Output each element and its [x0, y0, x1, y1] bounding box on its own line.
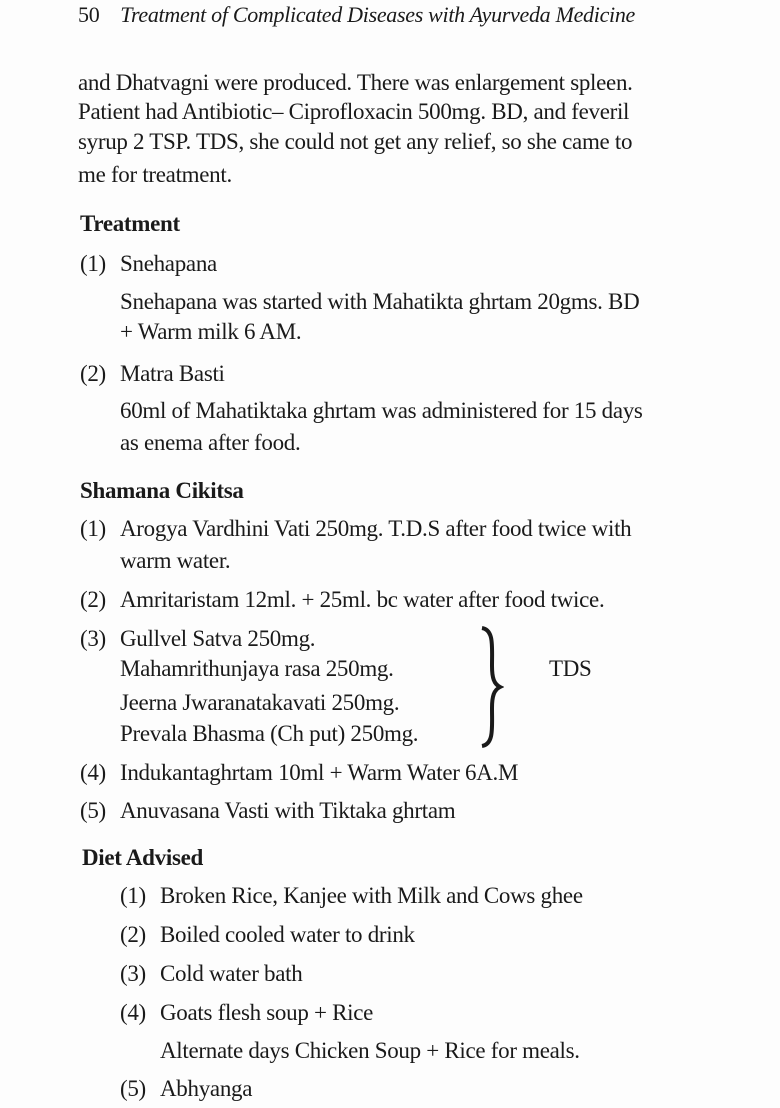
item-number: (1) [120, 883, 146, 908]
diet-item [120, 881, 583, 911]
treatment-item-line: 60ml of Mahatiktaka ghrtam was administered for 15 days [120, 398, 643, 423]
item-number: (4) [120, 1000, 146, 1025]
shamana-item-line: Prevala Bhasma (Ch put) 250mg. [120, 721, 419, 746]
item-number: (2) [80, 587, 106, 612]
item-title: Matra Basti [120, 361, 225, 386]
section-heading-diet: Diet Advised [82, 845, 203, 870]
item-text: Goats flesh soup + Rice [160, 1000, 374, 1025]
intro-line: Patient had Antibiotic– Ciprofloxacin 500mg. BD, and feveril [78, 99, 630, 124]
shamana-item [80, 585, 604, 615]
shamana-item [80, 514, 631, 544]
treatment-item-title [80, 359, 225, 389]
item-text: Broken Rice, Kanjee with Milk and Cows ghee [160, 883, 583, 908]
item-number: (3) [80, 626, 106, 651]
shamana-item-line: Mahamrithunjaya rasa 250mg. [120, 656, 394, 681]
diet-item [120, 1074, 252, 1104]
diet-item [120, 998, 373, 1028]
section-heading-treatment: Treatment [80, 211, 180, 236]
item-title: Snehapana [120, 251, 217, 276]
item-number: (2) [120, 922, 146, 947]
shamana-item [80, 624, 315, 654]
item-number: (2) [80, 361, 106, 386]
diet-item [120, 959, 302, 989]
intro-line: me for treatment. [78, 162, 232, 187]
item-number: (1) [80, 516, 106, 541]
section-heading-shamana: Shamana Cikitsa [80, 478, 244, 503]
running-title: Treatment of Complicated Diseases with Ayurveda Medicine [120, 2, 636, 27]
treatment-item-line: as enema after food. [120, 430, 301, 455]
shamana-item [80, 796, 455, 826]
tds-group-label: TDS [549, 656, 592, 681]
item-number: (4) [80, 760, 106, 785]
shamana-item [80, 758, 518, 788]
intro-line: syrup 2 TSP. TDS, she could not get any relief, so she came to [78, 129, 633, 154]
page-number: 50 [78, 2, 100, 27]
treatment-item-line: + Warm milk 6 AM. [120, 319, 302, 344]
shamana-item-line: Jeerna Jwaranatakavati 250mg. [120, 690, 400, 715]
running-header [78, 0, 635, 30]
item-text: Anuvasana Vasti with Tiktaka ghrtam [120, 798, 456, 823]
item-text: Indukantaghrtam 10ml + Warm Water 6A.M [120, 760, 519, 785]
treatment-item-line: Snehapana was started with Mahatikta ghrtam 20gms. BD [120, 289, 640, 314]
intro-line: and Dhatvagni were produced. There was enlargement spleen. [78, 70, 633, 95]
item-text: Cold water bath [160, 961, 303, 986]
diet-item [120, 920, 415, 950]
item-text: Amritaristam 12ml. + 25ml. bc water after food twice. [120, 587, 605, 612]
item-number: (5) [120, 1076, 146, 1101]
item-text: Boiled cooled water to drink [160, 922, 415, 947]
shamana-item-line: warm water. [120, 548, 231, 573]
treatment-item-title [80, 249, 217, 279]
item-text: Arogya Vardhini Vati 250mg. T.D.S after food twice with [120, 516, 632, 541]
item-text: Gullvel Satva 250mg. [120, 626, 316, 651]
item-number: (1) [80, 251, 106, 276]
item-text: Abhyanga [160, 1076, 253, 1101]
item-number: (5) [80, 798, 106, 823]
right-brace-icon [478, 626, 504, 748]
diet-item-note: Alternate days Chicken Soup + Rice for meals. [160, 1038, 580, 1063]
item-number: (3) [120, 961, 146, 986]
